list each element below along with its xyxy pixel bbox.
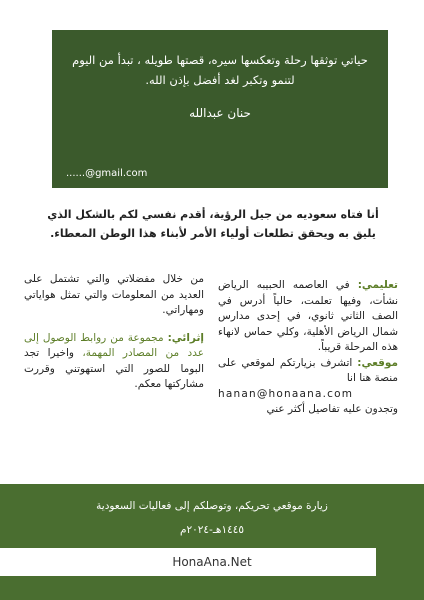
footer-visit-text: زيارة موقعي تحريكم، وتوصلكم إلى فعاليات السعودية [96, 500, 328, 512]
card-author: حنان عبدالله [189, 106, 251, 120]
footer-date: ١٤٤٥هـ-٢٠٢٤م [179, 524, 245, 536]
site-email[interactable]: hanan@honaana.com [218, 387, 354, 400]
hobbies-text: من خلال مفضلاتي والتي تشتمل على العديد من المعلومات والتي تمثل هواياتي ومهاراتي. [24, 273, 204, 316]
enrich-paragraph [24, 331, 204, 393]
site-text-2: وتجدون عليه تفاصيل أكثر عني [266, 403, 398, 415]
card-email: ......@gmail.com [66, 168, 148, 179]
card-quote: حياتي توثقها رحلة وتعكسها سيره، قصتها طويله ، تبدأ من اليوم لتنمو وتكبر لغد أفضل بإذن الله. [72, 53, 368, 87]
enrich-label: إثرائي: [167, 331, 204, 344]
intro-text: أنا فتاه سعوديه من جيل الرؤية، أقدم نفسي لكم بالشكل الذي يليق به ويحقق تطلعات أولياء الأمر لأبناء هذا الوطن المعطاء. [47, 208, 379, 240]
right-column [218, 278, 398, 418]
enrich-text: واخيرا تجد البوما للصور التي استهوتني وقررت مشاركتها معكم. [24, 347, 204, 390]
site-text: اتشرف بزيارتكم لموقعي على منصة هنا انا [218, 356, 398, 384]
intro-card [52, 30, 388, 188]
footer-right-block [376, 548, 424, 576]
site-label: موقعي: [357, 356, 398, 369]
education-label: تعليمي: [357, 279, 398, 291]
enrich-text-green: مجموعة من روابط الوصول إلى عدد من المصادر المهمة، [24, 331, 204, 359]
education-text: في العاصمه الحبيبه الرياض نشأت، وفيها تعلمت، حالياً أدرس في الصف الثاني ثانوي، في إحدى مدارس شمال الرياض الأهلية، وكلي حماس لانهاء هذه المرحلة قريباً. [218, 279, 398, 353]
bottom-edge [0, 576, 424, 600]
left-column [24, 272, 204, 405]
footer-site-link[interactable]: HonaAna.Net [0, 548, 424, 576]
